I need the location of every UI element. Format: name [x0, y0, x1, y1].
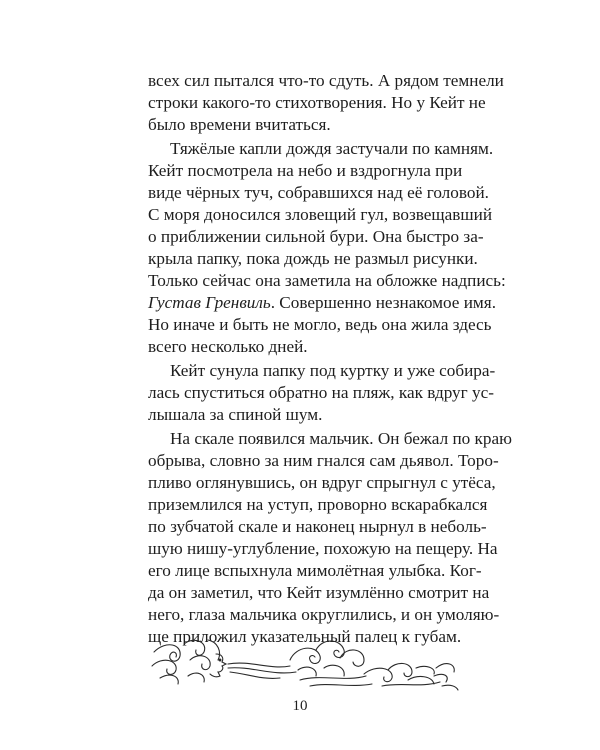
text-line: было времени вчитаться.	[148, 115, 331, 134]
text-line: всех сил пытался что-то сдуть. А рядом темнели	[148, 71, 504, 90]
text-line: него, глаза мальчика округлились, и он умоляю-	[148, 605, 500, 624]
text-line: ще приложил указательный палец к губам.	[148, 627, 462, 646]
wind-waves-ornament-icon	[150, 630, 462, 692]
text-line: шую нишу-углубление, похожую на пещеру. На	[148, 539, 498, 558]
text-line: обрыва, словно за ним гнался сам дьявол. Торо-	[148, 451, 499, 470]
text-line: крыла папку, пока дождь не размыл рисунки.	[148, 249, 478, 268]
text-line: да он заметил, что Кейт изумлённо смотрит на	[148, 583, 490, 602]
text-line: всего несколько дней.	[148, 337, 308, 356]
text-line: о приближении сильной бури. Она быстро за-	[148, 227, 484, 246]
text-line: виде чёрных туч, собравшихся над её головой.	[148, 183, 489, 202]
text-line: Но иначе и быть не могло, ведь она жила здесь	[148, 315, 492, 334]
text-line: Кейт посмотрела на небо и вздрогнула при	[148, 161, 463, 180]
text-line: строки какого-то стихотворения. Но у Кейт не	[148, 93, 486, 112]
author-name: Густав Гренвиль	[148, 293, 271, 312]
text-line: лышала за спиной шум.	[148, 405, 323, 424]
text-line: пливо оглянувшись, он вдруг спрыгнул с утёса,	[148, 473, 496, 492]
text-line: Кейт сунула папку под куртку и уже собира-	[170, 361, 496, 380]
text-line	[148, 292, 497, 314]
page-number: 10	[292, 698, 308, 714]
text-fragment: . Совершенно незнакомое имя.	[270, 293, 497, 312]
text-line: Только сейчас она заметила на обложке надпись:	[148, 271, 506, 290]
text-line: по зубчатой скале и наконец нырнул в неболь-	[148, 517, 487, 536]
text-line: Тяжёлые капли дождя застучали по камням.	[170, 139, 494, 158]
text-line: С моря доносился зловещий гул, возвещавший	[148, 205, 493, 224]
text-line: лась спуститься обратно на пляж, как вдруг ус-	[148, 383, 494, 402]
text-line: На скале появился мальчик. Он бежал по краю	[170, 429, 512, 448]
text-line: его лице вспыхнула мимолётная улыбка. Ког-	[148, 561, 482, 580]
text-line: приземлился на уступ, проворно вскарабкался	[148, 495, 488, 514]
